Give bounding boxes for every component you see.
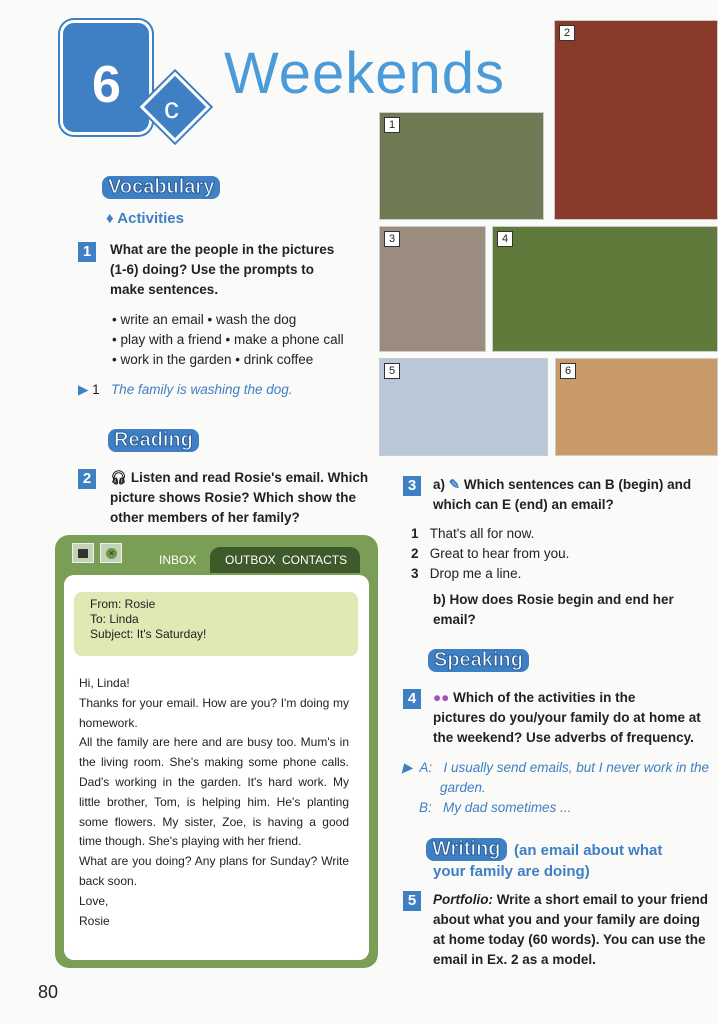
activities-subheading: ♦ Activities (106, 210, 184, 227)
instruction-line: other members of her family? (110, 510, 300, 525)
photo-1 (379, 112, 544, 220)
photo-label: 2 (559, 25, 575, 41)
instruction-line: the weekend? Use adverbs of frequency. (433, 730, 694, 745)
exercise-number: 1 (78, 242, 96, 262)
photo-label: 3 (384, 231, 400, 247)
arrow-icon: ▶ (402, 760, 413, 775)
pen-icon: ✎ (448, 477, 461, 492)
photo-6 (555, 358, 718, 456)
lesson-letter: c (164, 92, 179, 125)
portfolio-label: Portfolio: (433, 892, 493, 907)
dialogue-line: garden. (440, 780, 486, 795)
instruction-line: Which sentences can B (begin) and (463, 477, 692, 492)
instruction-line: (1-6) doing? Use the prompts to (110, 262, 314, 277)
email-paragraph: Love, (79, 893, 109, 908)
arrow-icon: ▶ (78, 382, 89, 397)
prompt-line: • write an email • wash the dog (112, 312, 297, 327)
dialogue-line: My dad sometimes ... (443, 800, 572, 815)
writing-subheading: your family are doing) (433, 863, 590, 880)
example-number: 1 (92, 382, 100, 397)
email-subject: Subject: It's Saturday! (90, 627, 207, 641)
photo-label: 6 (560, 363, 576, 379)
email-paragraph: Thanks for your email. How are you? I'm doing my homework. (79, 695, 349, 730)
headphones-icon: 🎧︎ (110, 470, 131, 485)
dialogue-line: I usually send emails, but I never work in the (443, 760, 710, 775)
instruction-line: pictures do you/your family do at home at (433, 710, 701, 725)
email-text (79, 674, 349, 931)
email-header (74, 592, 358, 656)
tab-outbox[interactable]: OUTBOX (225, 553, 276, 567)
prompt-line: • work in the garden • drink coffee (112, 352, 314, 367)
email-from: From: Rosie (90, 597, 156, 611)
exercise-number: 2 (78, 469, 96, 489)
close-button[interactable]: × (100, 543, 122, 563)
instruction-line: Listen and read Rosie's email. Which (130, 470, 369, 485)
exercise-number: 3 (403, 476, 421, 496)
page-number: 80 (38, 982, 59, 1002)
email-paragraph: All the family are here and are busy too. Mum's in the living room. She's making some phone calls. Dad's working in the garden. It's hard work. My little brother, Tom, is helping him. He's planting some flowers. My sister, Zoe, is having a good time though. She's playing with her friend. (79, 735, 349, 849)
instruction-line: make sentences. (110, 282, 219, 297)
minimize-button[interactable] (72, 543, 94, 563)
item-number: 2 (411, 546, 419, 561)
writing-heading: Writing (426, 838, 507, 861)
page-title: Weekends (224, 41, 505, 106)
photo-label: 5 (384, 363, 400, 379)
photo-3 (379, 226, 486, 352)
instruction-line: email? (433, 612, 476, 627)
photo-4 (492, 226, 718, 352)
email-paragraph: Rosie (79, 913, 110, 928)
unit-number: 6 (92, 56, 121, 114)
photo-5 (379, 358, 548, 456)
speaker-label: B: (419, 800, 432, 815)
pair-work-icon: ●● (433, 690, 450, 705)
instruction-line: email in Ex. 2 as a model. (433, 952, 596, 967)
instruction-line: at home today (60 words). You can use the (433, 932, 706, 947)
part-label: a) (433, 477, 446, 492)
item-text: Drop me a line. (429, 566, 522, 581)
item-number: 1 (411, 526, 419, 541)
instruction-line: Write a short email to your friend (496, 892, 709, 907)
instruction-line: b) How does Rosie begin and end her (433, 592, 674, 607)
email-paragraph: Hi, Linda! (79, 676, 130, 690)
vocabulary-heading: Vocabulary (102, 176, 220, 199)
example-text: The family is washing the dog. (110, 382, 293, 397)
writing-subheading: (an email about what (514, 842, 663, 859)
photo-2 (554, 20, 718, 220)
instruction-line: about what you and your family are doing (433, 912, 701, 927)
email-to: To: Linda (90, 612, 139, 626)
photo-label: 4 (497, 231, 513, 247)
tab-inbox[interactable]: INBOX (159, 553, 197, 567)
instruction-line: which can E (end) an email? (433, 497, 614, 512)
exercise-number: 5 (403, 891, 421, 911)
tab-contacts[interactable]: CONTACTS (282, 553, 348, 567)
instruction-line: What are the people in the pictures (110, 242, 335, 257)
item-number: 3 (411, 566, 419, 581)
reading-heading: Reading (108, 429, 199, 452)
photo-label: 1 (384, 117, 400, 133)
prompt-line: • play with a friend • make a phone call (112, 332, 344, 347)
speaking-heading: Speaking (428, 649, 529, 672)
item-text: That's all for now. (429, 526, 535, 541)
instruction-line: Which of the activities in the (453, 690, 636, 705)
email-paragraph: What are you doing? Any plans for Sunday? Write back soon. (79, 854, 349, 888)
instruction-line: picture shows Rosie? Which show the (110, 490, 357, 505)
exercise-number: 4 (403, 689, 421, 709)
speaker-label: A: (419, 760, 433, 775)
item-text: Great to hear from you. (429, 546, 570, 561)
